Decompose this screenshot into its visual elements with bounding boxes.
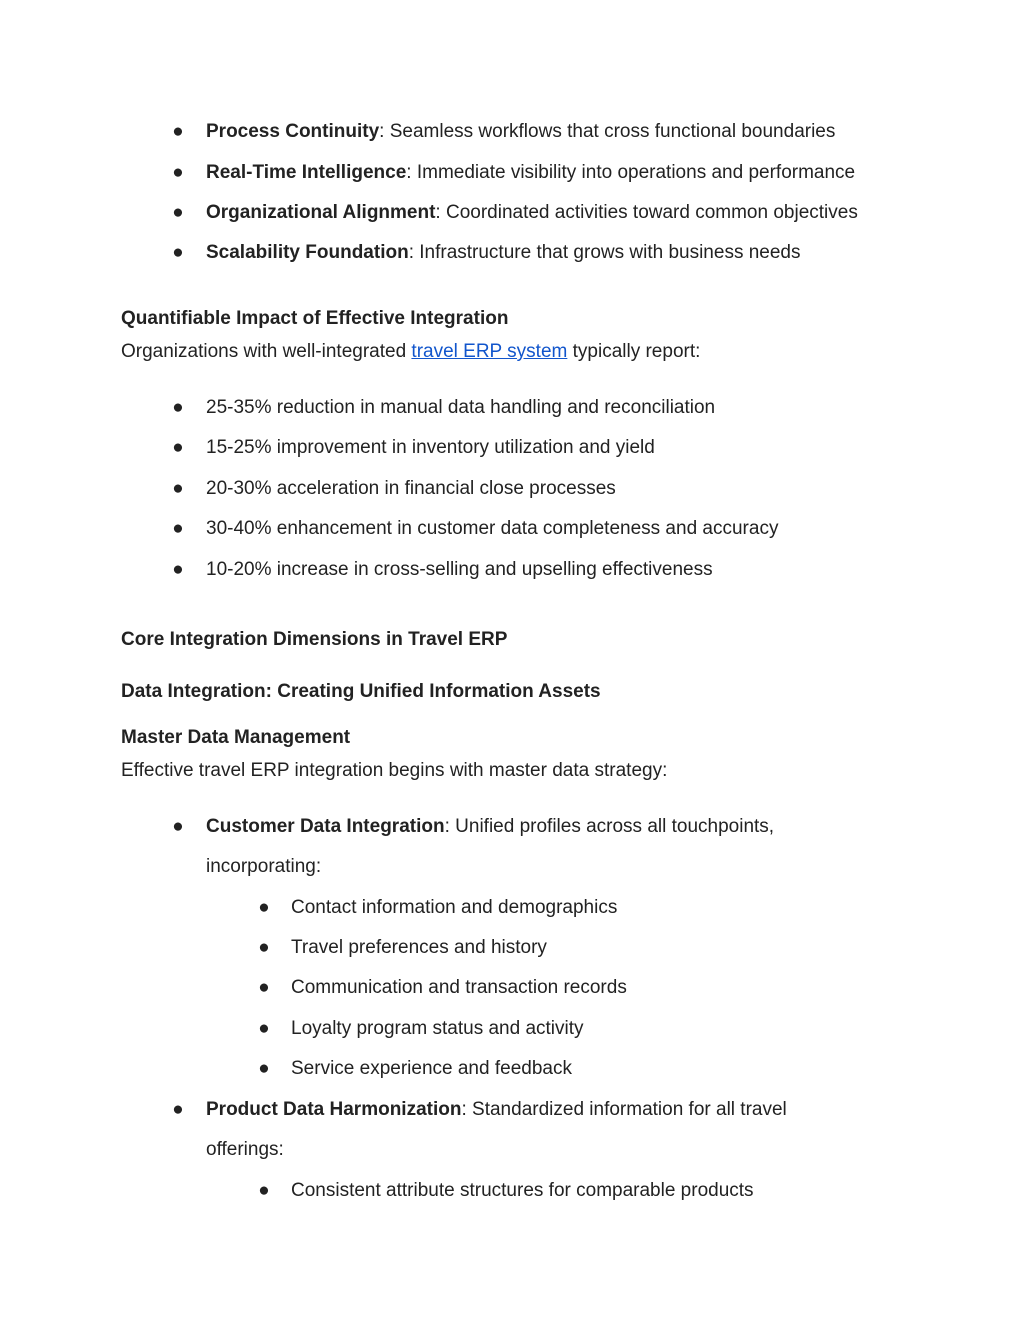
mdm-intro: Effective travel ERP integration begins with master data strategy: <box>121 760 668 781</box>
bullet-icon: ● <box>172 559 184 580</box>
sub-list-item-text: Loyalty program status and activity <box>291 1018 584 1039</box>
bullet-icon: ● <box>258 937 270 958</box>
list-item-text: 10-20% increase in cross-selling and upselling effectiveness <box>206 559 713 580</box>
list-item-term: Process Continuity <box>206 121 380 142</box>
sub-list-item-text: Consistent attribute structures for comparable products <box>291 1180 754 1201</box>
bullet-icon: ● <box>172 121 184 142</box>
bullet-icon: ● <box>258 1018 270 1039</box>
travel-erp-system-link[interactable]: travel ERP system <box>411 341 568 362</box>
bullet-icon: ● <box>172 397 184 418</box>
list-item-description: : Unified profiles across all touchpoints, <box>444 816 775 837</box>
list-item-description: : Infrastructure that grows with business needs <box>408 242 801 263</box>
sub-list-item-text: Service experience and feedback <box>291 1058 572 1079</box>
bullet-icon: ● <box>172 816 184 837</box>
list-item-term: Product Data Harmonization <box>206 1099 462 1120</box>
bullet-icon: ● <box>258 1180 270 1201</box>
list-item-description: : Coordinated activities toward common objectives <box>435 202 858 223</box>
list-item-text: 30-40% enhancement in customer data completeness and accuracy <box>206 518 779 539</box>
bullet-icon: ● <box>172 478 184 499</box>
impact-intro-before: Organizations with well-integrated <box>121 341 412 362</box>
list-item-description: : Seamless workflows that cross functional boundaries <box>379 121 836 142</box>
list-item-text: 25-35% reduction in manual data handling and reconciliation <box>206 397 716 418</box>
bullet-icon: ● <box>172 162 184 183</box>
list-item-term: Scalability Foundation <box>206 242 409 263</box>
section-heading-impact: Quantifiable Impact of Effective Integration <box>121 308 509 329</box>
sub-list-item-text: Contact information and demographics <box>291 897 618 918</box>
bullet-icon: ● <box>172 437 184 458</box>
bullet-icon: ● <box>172 518 184 539</box>
bullet-icon: ● <box>172 202 184 223</box>
list-item-term: Customer Data Integration <box>206 816 445 837</box>
section-heading-data-integration: Data Integration: Creating Unified Information Assets <box>121 681 601 702</box>
impact-intro-after: typically report: <box>567 341 701 362</box>
list-item-description: : Standardized information for all travel <box>461 1099 787 1120</box>
list-item-description: : Immediate visibility into operations and performance <box>406 162 856 183</box>
section-heading-mdm: Master Data Management <box>121 727 351 748</box>
sub-list-item-text: Communication and transaction records <box>291 977 627 998</box>
bullet-icon: ● <box>258 1058 270 1079</box>
bullet-icon: ● <box>172 1099 184 1120</box>
impact-intro <box>121 340 700 364</box>
list-item-text: 15-25% improvement in inventory utilization and yield <box>206 437 655 458</box>
bullet-icon: ● <box>258 977 270 998</box>
bullet-icon: ● <box>258 897 270 918</box>
list-item-term: Organizational Alignment <box>206 202 436 223</box>
list-item-term: Real-Time Intelligence <box>206 162 407 183</box>
list-item-continuation: offerings: <box>206 1139 284 1160</box>
list-item-continuation: incorporating: <box>206 856 322 877</box>
section-heading-core: Core Integration Dimensions in Travel ERP <box>121 629 508 650</box>
bullet-icon: ● <box>172 242 184 263</box>
sub-list-item-text: Travel preferences and history <box>291 937 547 958</box>
list-item-text: 20-30% acceleration in financial close processes <box>206 478 616 499</box>
